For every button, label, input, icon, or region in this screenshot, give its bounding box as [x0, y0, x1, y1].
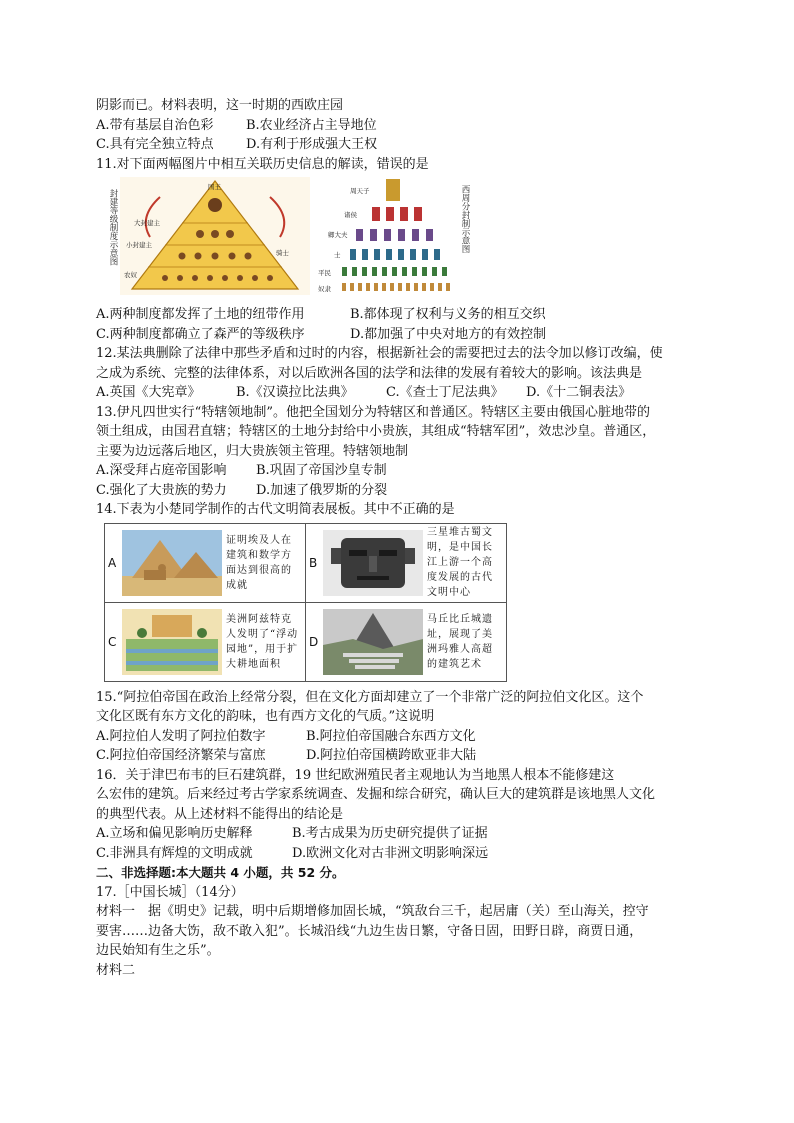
- table-cell-a: [105, 523, 306, 602]
- q17-title: 17.［中国长城］（14分）: [96, 884, 244, 900]
- table-cell-b: [306, 523, 507, 602]
- ladder-label-zhuhou: 诸侯: [344, 211, 357, 219]
- q17-material2-label: 材料二: [96, 962, 136, 978]
- section-two-heading: 二、非选择题:本大题共 4 小题，共 52 分。: [96, 865, 345, 880]
- q15-option-c[interactable]: C.阿拉伯帝国经济繁荣与富庶: [96, 748, 266, 763]
- q15-stem-line2: 文化区既有东方文化的韵味，也有西方文化的气质。”这说明: [96, 709, 435, 724]
- q10-stem-tail: 阴影而已。材料表明，这一时期的西欧庄园: [96, 98, 344, 113]
- q13-stem-line2: 领土组成，由国君直辖；特辖区的土地分封给中小贵族，其组成“特辖军团”，效忠沙皇。普通区，: [96, 424, 656, 439]
- q15-options-row1: [96, 727, 706, 747]
- q16-options-row2: [96, 844, 706, 864]
- pyramid-label-serf: 农奴: [124, 271, 137, 279]
- q17-material1-line2: 要害……边备大饬，敌不敢入犯”。长城沿线“九边生齿日繁，守备日固，田野日辟，商贾日通，: [96, 923, 643, 939]
- machu-picchu-image: [323, 609, 423, 675]
- q16-option-c[interactable]: C.非洲具有辉煌的文明成就: [96, 845, 253, 861]
- cell-letter-b: B: [309, 555, 318, 570]
- q16-option-d[interactable]: D.欧洲文化对古非洲文明影响深远: [292, 845, 489, 861]
- ladder-label-tianzi: 周天子: [350, 187, 370, 195]
- zhou-fenfeng-image: [316, 177, 454, 297]
- ladder-label-pingmin: 平民: [318, 269, 331, 277]
- pyramid-label-great-lord: 大封建主: [134, 219, 160, 227]
- q11-option-c[interactable]: C.两种制度都确立了森严的等级秩序: [96, 326, 305, 342]
- q12-options-row: [96, 383, 706, 403]
- q11-options-row1: [96, 305, 706, 325]
- q11-options-row2: [96, 325, 706, 345]
- pyramid-label-knight: 骑士: [276, 249, 289, 257]
- q13-stem-line3: 主要为边远落后地区，归大贵族领主管理。特辖领地制: [96, 443, 409, 459]
- q10-option-b[interactable]: B.农业经济占主导地位: [246, 117, 377, 133]
- cell-text-c: 美洲阿兹特克人发明了“浮动园地”，用于扩大耕地面积: [226, 613, 299, 670]
- q10-option-d[interactable]: D.有利于形成强大王权: [246, 137, 378, 152]
- floating-gardens-image: [122, 609, 222, 675]
- q16-stem-line2: 么宏伟的建筑。后来经过考古学家系统调查、发掘和综合研究，确认巨大的建筑群是该地黑人文化: [96, 787, 656, 802]
- table-cell-c: [105, 602, 306, 681]
- q12-option-d[interactable]: D.《十二铜表法》: [526, 385, 632, 400]
- q15-stem-line1: 15.“阿拉伯帝国在政治上经常分裂，但在文化方面却建立了一个非常广泛的阿拉伯文化区。这个: [96, 689, 644, 705]
- q12-stem-line2: 之成为系统、完整的法律体系，对以后欧洲各国的法学和法律的发展有着较大的影响。该法典是: [96, 365, 643, 381]
- q14-stem: 14.下表为小楚同学制作的古代文明简表展板。其中不正确的是: [96, 502, 455, 517]
- feudal-pyramid-image: [120, 177, 310, 295]
- q11-left-caption: 封建等级制度示意图: [108, 189, 118, 266]
- pyramid-label-small-lord: 小封建主: [126, 241, 152, 249]
- q11-option-d[interactable]: D.都加强了中央对地方的有效控制: [350, 326, 547, 342]
- q11-option-b[interactable]: B.都体现了权利与义务的相互交织: [350, 307, 546, 322]
- pyramid-label-king: 国王: [208, 183, 221, 191]
- cell-text-b: 三星堆古蜀文明，是中国长江上游一个高度发展的古代文明中心: [427, 527, 493, 598]
- q16-options-row1: [96, 824, 706, 844]
- cell-letter-d: D: [309, 634, 319, 649]
- cell-letter-a: A: [108, 555, 117, 570]
- q11-diagrams: [96, 177, 706, 301]
- q16-option-a[interactable]: A.立场和偏见影响历史解释: [96, 826, 253, 841]
- q10-option-a[interactable]: A.带有基层自治色彩: [96, 117, 214, 133]
- q13-option-a[interactable]: A.深受拜占庭帝国影响: [96, 463, 227, 478]
- q16-stem-line3: 的典型代表。从上述材料不能得出的结论是: [96, 806, 344, 822]
- q13-options-row1: [96, 461, 706, 481]
- ladder-label-qingdafu: 卿大夫: [328, 231, 348, 239]
- cell-text-d: 马丘比丘城遗址，展现了美洲玛雅人高超的建筑艺术: [427, 613, 493, 670]
- q16-option-b[interactable]: B.考古成果为历史研究提供了证据: [292, 826, 488, 841]
- civilization-table: [104, 523, 507, 682]
- q12-option-b[interactable]: B.《汉谟拉比法典》: [236, 385, 354, 400]
- ladder-label-shi: 士: [334, 251, 341, 259]
- exam-page: [96, 96, 706, 980]
- q12-option-c[interactable]: C.《查士丁尼法典》: [386, 385, 504, 400]
- sanxingdui-mask-image: [323, 530, 423, 596]
- q16-stem-line1: 16．关于津巴布韦的巨石建筑群，19 世纪欧洲殖民者主观地认为当地黑人根本不能修建这: [96, 767, 615, 783]
- q11-stem: 11.对下面两幅图片中相互关联历史信息的解读，错误的是: [96, 156, 429, 172]
- q13-option-d[interactable]: D.加速了俄罗斯的分裂: [256, 482, 388, 498]
- q12-stem-line1: 12.某法典删除了法律中那些矛盾和过时的内容，根据新社会的需要把过去的法令加以修订改编，使: [96, 346, 663, 361]
- ladder-label-nuli: 奴隶: [318, 285, 331, 293]
- q15-option-b[interactable]: B.阿拉伯帝国融合东西方文化: [306, 728, 476, 744]
- q13-options-row2: [96, 481, 706, 501]
- q11-right-caption: 西周分封制示意图: [460, 185, 470, 253]
- q12-option-a[interactable]: A.英国《大宪章》: [96, 385, 201, 400]
- q13-option-c[interactable]: C.强化了大贵族的势力: [96, 482, 227, 498]
- q13-option-b[interactable]: B.巩固了帝国沙皇专制: [256, 463, 387, 478]
- q10-option-c[interactable]: C.具有完全独立特点: [96, 137, 214, 152]
- cell-text-a: 证明埃及人在建筑和数学方面达到很高的成就: [226, 534, 292, 591]
- table-cell-d: [306, 602, 507, 681]
- q10-options-row1: [96, 116, 706, 136]
- q10-options-row2: [96, 135, 706, 155]
- q15-option-d[interactable]: D.阿拉伯帝国横跨欧亚非大陆: [306, 748, 477, 763]
- q15-option-a[interactable]: A.阿拉伯人发明了阿拉伯数字: [96, 728, 266, 744]
- q15-options-row2: [96, 746, 706, 766]
- q17-material1-line1: 材料一 据《明史》记载，明中后期增修加固长城，“筑敌台三千，起居庸（关）至山海关，控守: [96, 904, 649, 919]
- cell-letter-c: C: [108, 634, 117, 649]
- q11-option-a[interactable]: A.两种制度都发挥了土地的纽带作用: [96, 307, 305, 322]
- q13-stem-line1: 13.伊凡四世实行“特辖领地制”。他把全国划分为特辖区和普通区。特辖区主要由俄国心脏地带的: [96, 404, 650, 420]
- q17-material1-line3: 边民始知有生之乐”。: [96, 943, 220, 958]
- pyramids-image: [122, 530, 222, 596]
